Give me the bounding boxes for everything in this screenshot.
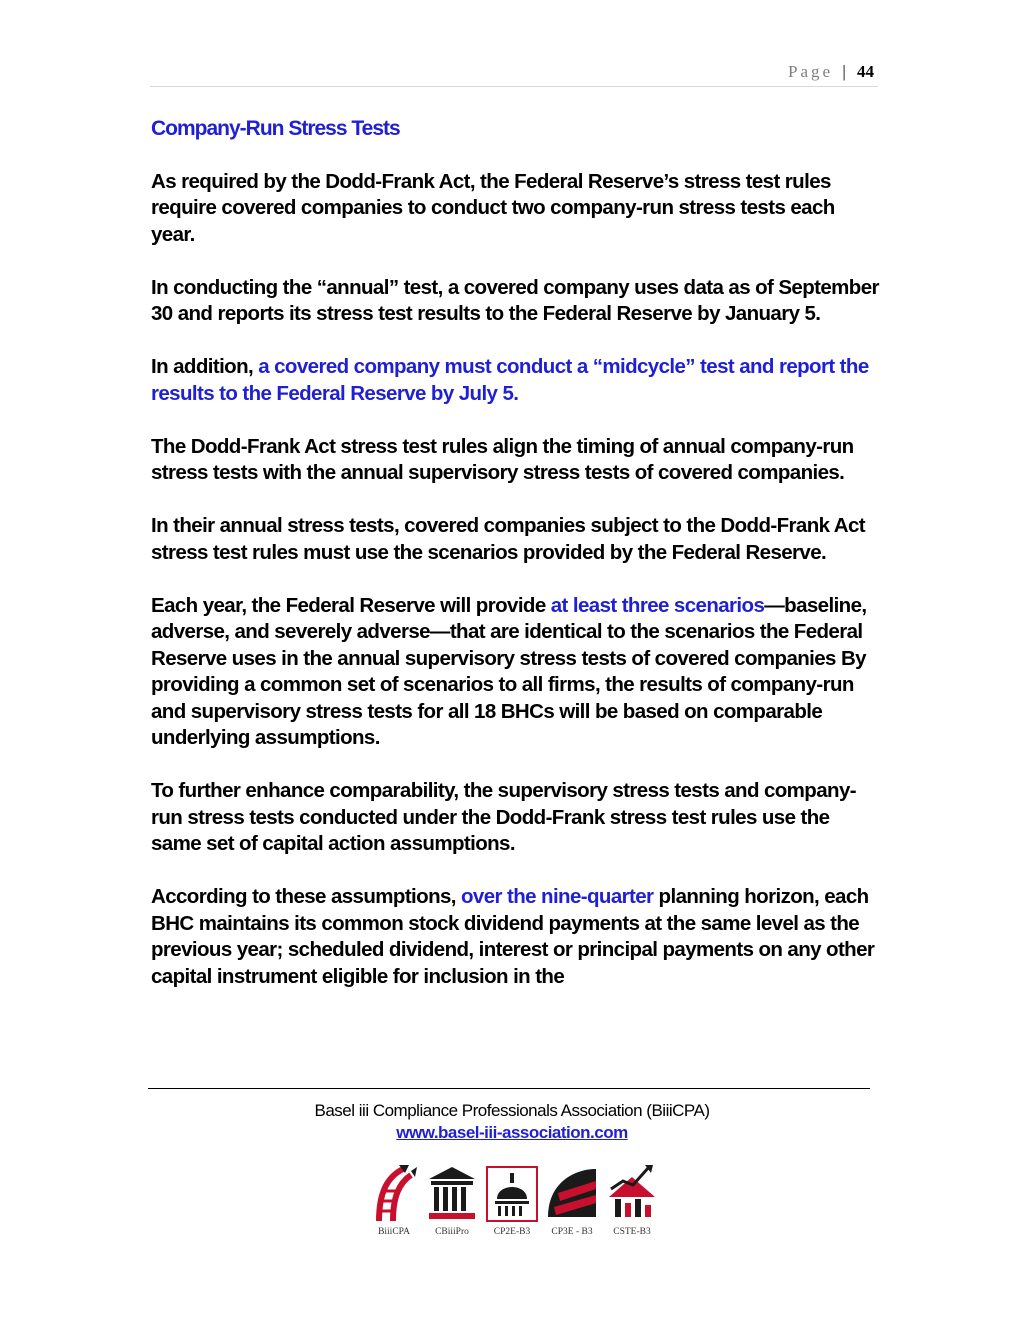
footer-divider xyxy=(148,1088,870,1089)
page-footer xyxy=(148,1100,876,1144)
paragraph-6-text: Each year, the Federal Reserve will provide xyxy=(151,593,551,617)
logo-cp2e-b3 xyxy=(484,1163,540,1241)
page-label: Page xyxy=(788,62,834,81)
paragraph-1: As required by the Dodd-Frank Act, the Federal Reserve’s stress test rules require covered companies to conduct two company-run stress tests each year. xyxy=(151,169,835,246)
main-content xyxy=(151,116,881,1017)
logo-caption: CSTE-B3 xyxy=(613,1227,651,1237)
house-chart-icon xyxy=(605,1163,659,1223)
logo-biiicpa xyxy=(366,1163,422,1241)
columns-building-icon xyxy=(425,1163,479,1223)
ladder-arch-icon xyxy=(369,1163,419,1223)
section-heading: Company-Run Stress Tests xyxy=(151,117,400,140)
page-header xyxy=(150,56,878,87)
logo-caption: BiiiCPA xyxy=(378,1227,410,1237)
paragraph-8-text: According to these assumptions, xyxy=(151,885,461,908)
logo-cp3e-b3 xyxy=(544,1163,600,1241)
page-number xyxy=(788,62,874,82)
paragraph-3-text: In addition, xyxy=(151,355,259,378)
paragraph-6 xyxy=(151,593,881,752)
half-dome-icon xyxy=(544,1163,600,1223)
logo-strip xyxy=(366,1163,666,1243)
paragraph-3 xyxy=(151,354,881,407)
paragraph-6-highlight: at least three scenarios xyxy=(550,593,765,617)
paragraph-4: The Dodd-Frank Act stress test rules align the timing of annual company-run stress tests with the annual supervisory stress tests of covered companies. xyxy=(151,434,854,484)
paragraph-5: In their annual stress tests, covered companies subject to the Dodd-Frank Act stress test rules must use the scenarios provided by the Federal Reserve. xyxy=(151,514,866,564)
logo-cste-b3 xyxy=(604,1163,660,1241)
paragraph-8-text-end: planning horizon, each BHC maintains its common stock dividend payments at the same level as the previous year; scheduled dividend, interest or principal payments on any other capital instrument eligible for inclusion in the xyxy=(151,885,875,988)
footer-org-name: Basel iii Compliance Professionals Association (BiiiCPA) xyxy=(314,1101,710,1120)
logo-cbiiipro xyxy=(424,1163,480,1241)
page-separator: | xyxy=(842,62,846,81)
page-number-value: 44 xyxy=(857,62,874,81)
paragraph-8 xyxy=(151,884,881,990)
footer-website-link[interactable]: www.basel-iii-association.com xyxy=(396,1123,628,1142)
logo-caption: CP3E - B3 xyxy=(551,1227,593,1237)
paragraph-8-highlight: over the nine-quarter xyxy=(461,885,654,908)
logo-caption: CP2E-B3 xyxy=(493,1227,531,1237)
paragraph-3-highlight: a covered company must conduct a “midcycle” test and report the results to the Federal Reserve by July 5. xyxy=(151,355,869,405)
paragraph-2: In conducting the “annual” test, a covered company uses data as of September 30 and reports its stress test results to the Federal Reserve by January 5. xyxy=(151,275,879,325)
logo-caption: CBiiiPro xyxy=(435,1227,469,1237)
paragraph-7: To further enhance comparability, the supervisory stress tests and company-run stress tests conducted under the Dodd-Frank stress test rules use the same set of capital action assumptions. xyxy=(151,779,856,855)
paragraph-6-text-end: —baseline, adverse, and severely adverse—that are identical to the scenarios the Federal Reserve uses in the annual supervisory stress tests of covered companies By providing a common set of scenarios to all firms, the results of company-run and supervisory stress tests for all 18 BHCs will be based on comparable underlying assumptions. xyxy=(151,593,867,749)
capitol-dome-icon xyxy=(485,1163,539,1223)
